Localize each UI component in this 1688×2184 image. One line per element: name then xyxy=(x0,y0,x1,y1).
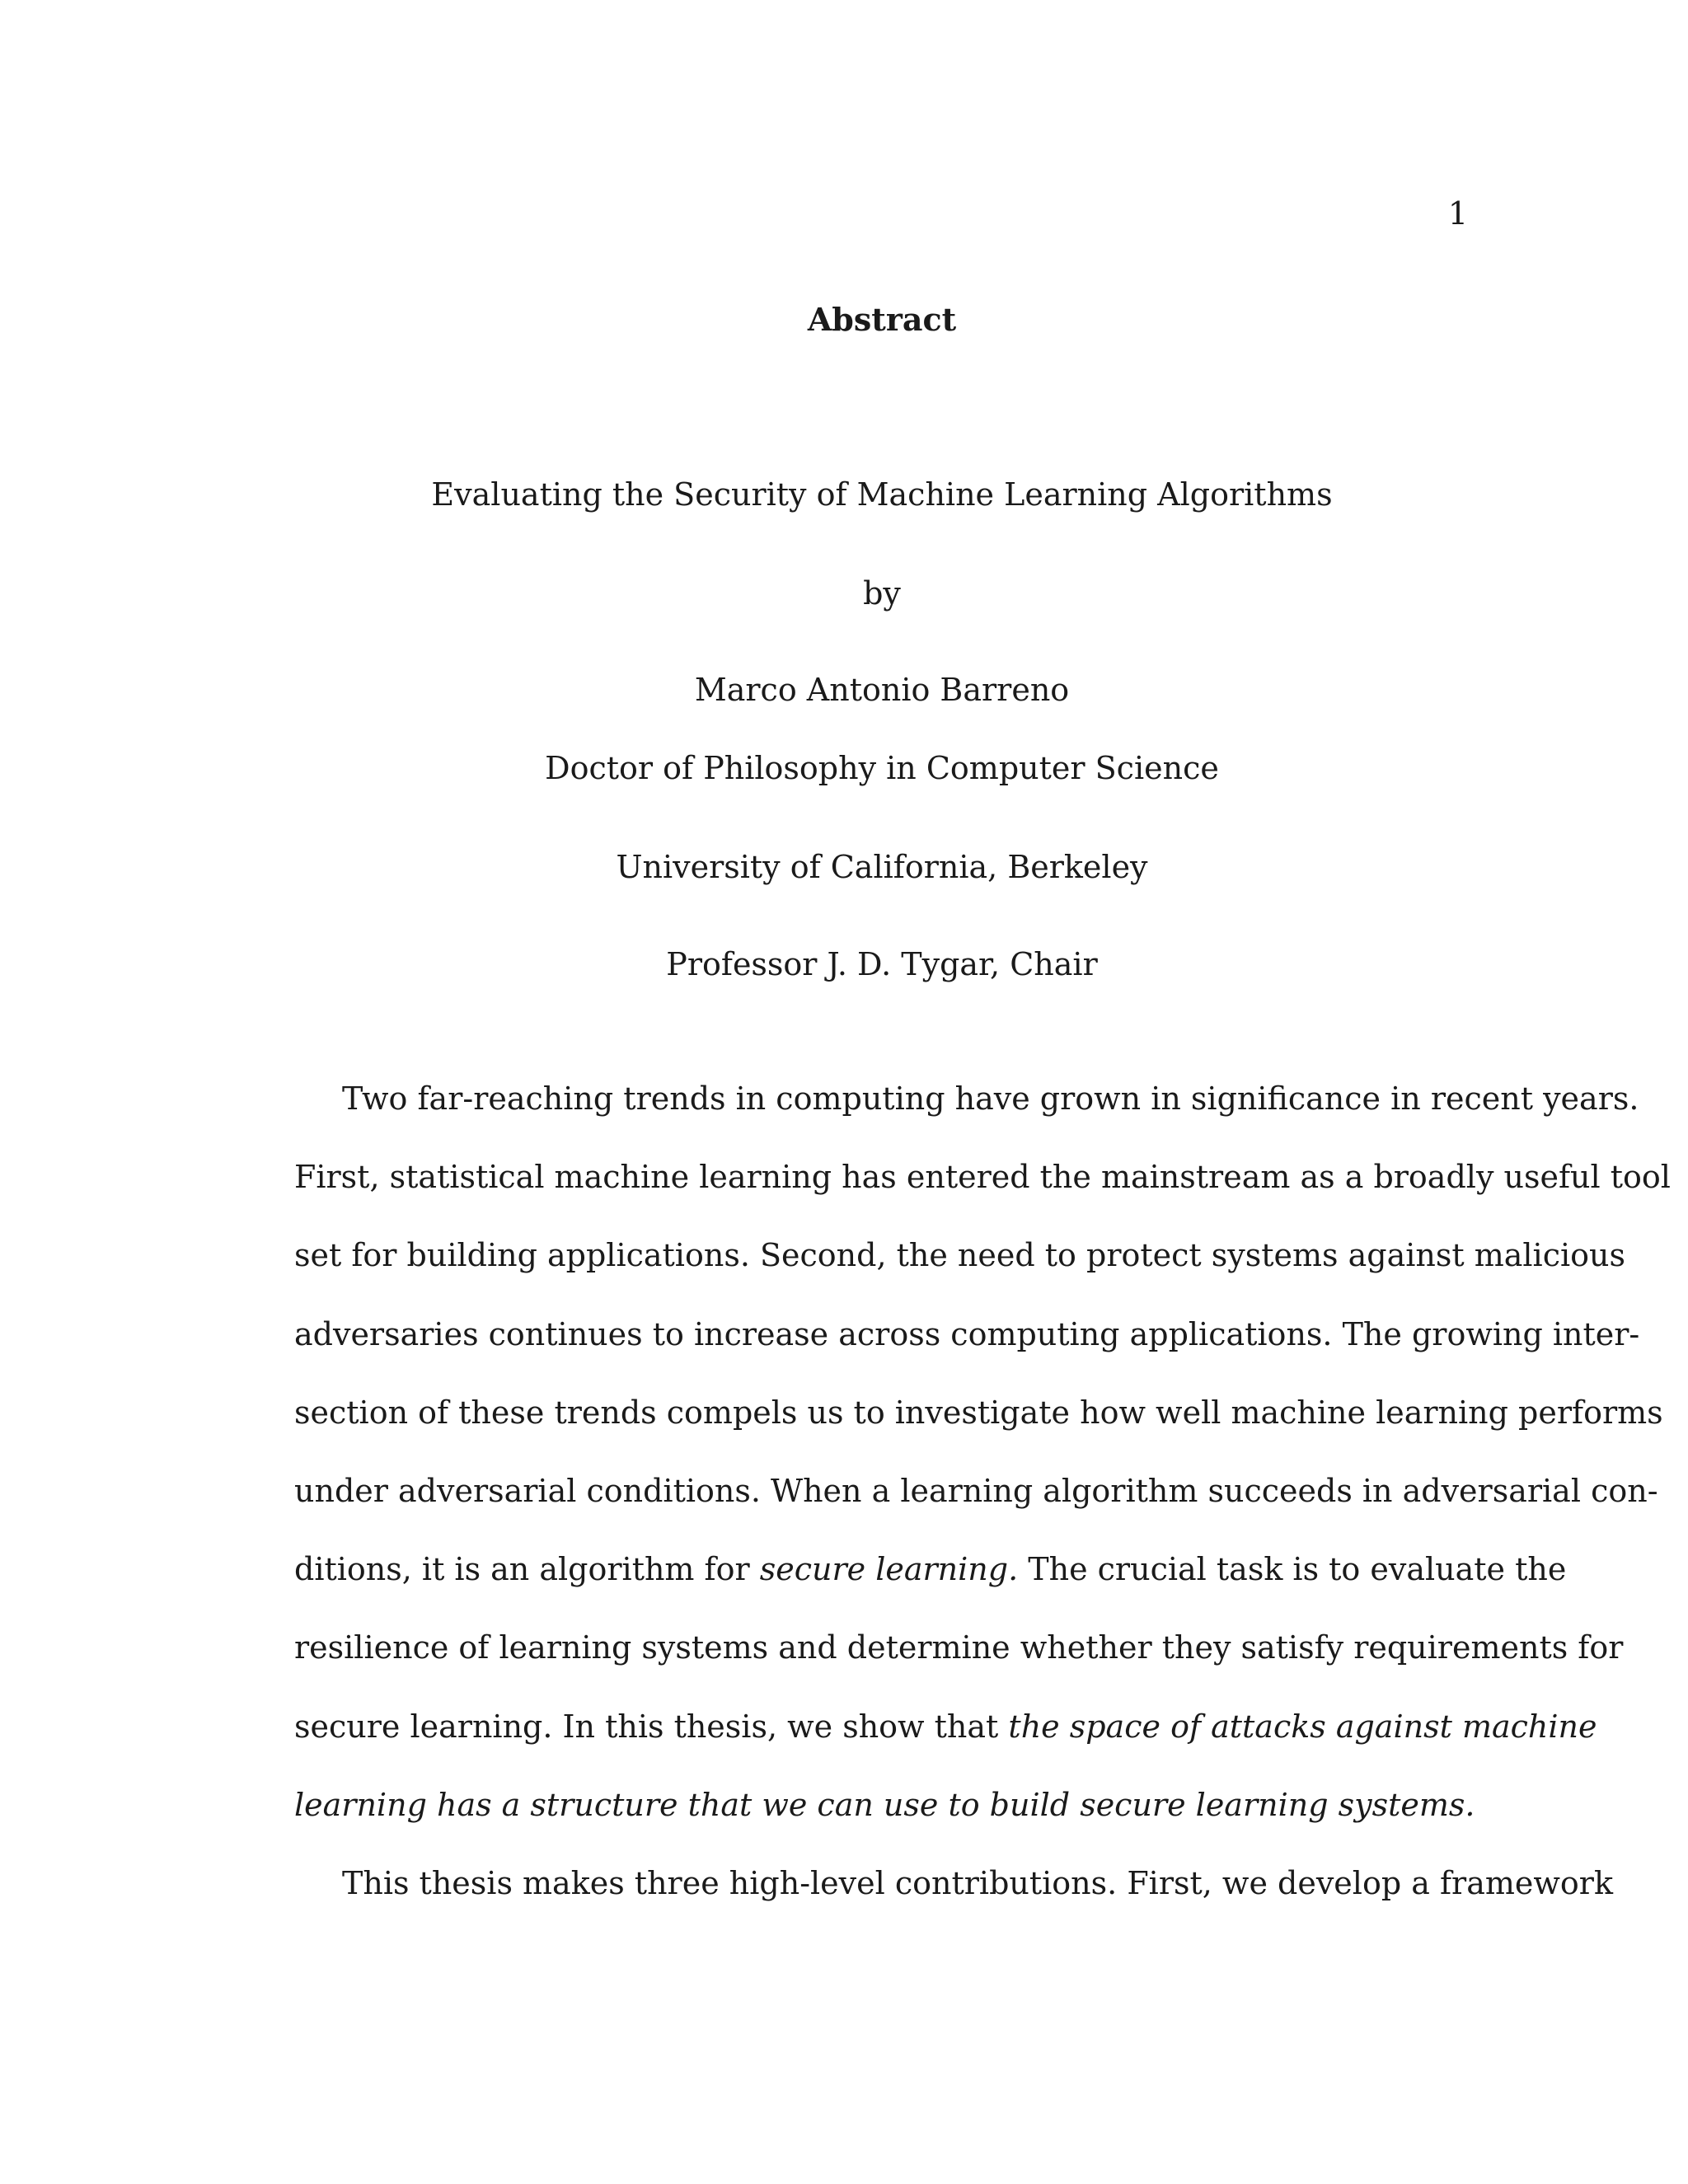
paragraph-line xyxy=(294,1688,1597,1766)
page-number: 1 xyxy=(1447,195,1468,232)
author-name: Marco Antonio Barreno xyxy=(694,672,1070,708)
abstract-body xyxy=(294,1060,1671,1923)
paragraph-line: First, statistical machine learning has entered the mainstream as a broadly useful tool xyxy=(294,1159,1671,1196)
by-line: by xyxy=(863,575,901,612)
paragraph-line xyxy=(294,1530,1567,1609)
paragraph-line: adversaries continues to increase across computing applications. The growing inter- xyxy=(294,1315,1640,1352)
thesis-title: Evaluating the Security of Machine Learning Algorithms xyxy=(431,476,1333,513)
paragraph-line: under adversarial conditions. When a learning algorithm succeeds in adversarial con- xyxy=(294,1472,1658,1509)
degree-line: Doctor of Philosophy in Computer Science xyxy=(545,750,1219,786)
paragraph-line: This thesis makes three high-level contributions. First, we develop a framework xyxy=(342,1864,1613,1901)
university-line: University of California, Berkeley xyxy=(616,849,1148,885)
text-run: The crucial task is to evaluate the xyxy=(1018,1551,1567,1588)
paragraph-1 xyxy=(294,1060,1671,1844)
paragraph-line: section of these trends compels us to investigate how well machine learning performs xyxy=(294,1394,1663,1431)
text-run: ditions, it is an algorithm for xyxy=(294,1551,760,1588)
paragraph-line: Two far-reaching trends in computing have grown in significance in recent years. xyxy=(342,1080,1639,1117)
abstract-heading: Abstract xyxy=(807,301,957,338)
text-run: secure learning. In this thesis, we show that xyxy=(294,1708,1009,1745)
emphasis-secure-learning: secure learning. xyxy=(759,1551,1019,1588)
emphasis-thesis-statement-end: learning has a structure that we can use to build secure learning systems. xyxy=(294,1786,1475,1823)
paragraph-line: set for building applications. Second, the need to protect systems against malicious xyxy=(294,1237,1625,1274)
emphasis-thesis-statement: the space of attacks against machine xyxy=(1008,1708,1597,1745)
chair-line: Professor J. D. Tygar, Chair xyxy=(666,946,1098,982)
paragraph-line xyxy=(294,1766,1475,1844)
paragraph-2 xyxy=(294,1844,1613,1923)
paragraph-line: resilience of learning systems and determine whether they satisfy requirements for xyxy=(294,1629,1624,1666)
